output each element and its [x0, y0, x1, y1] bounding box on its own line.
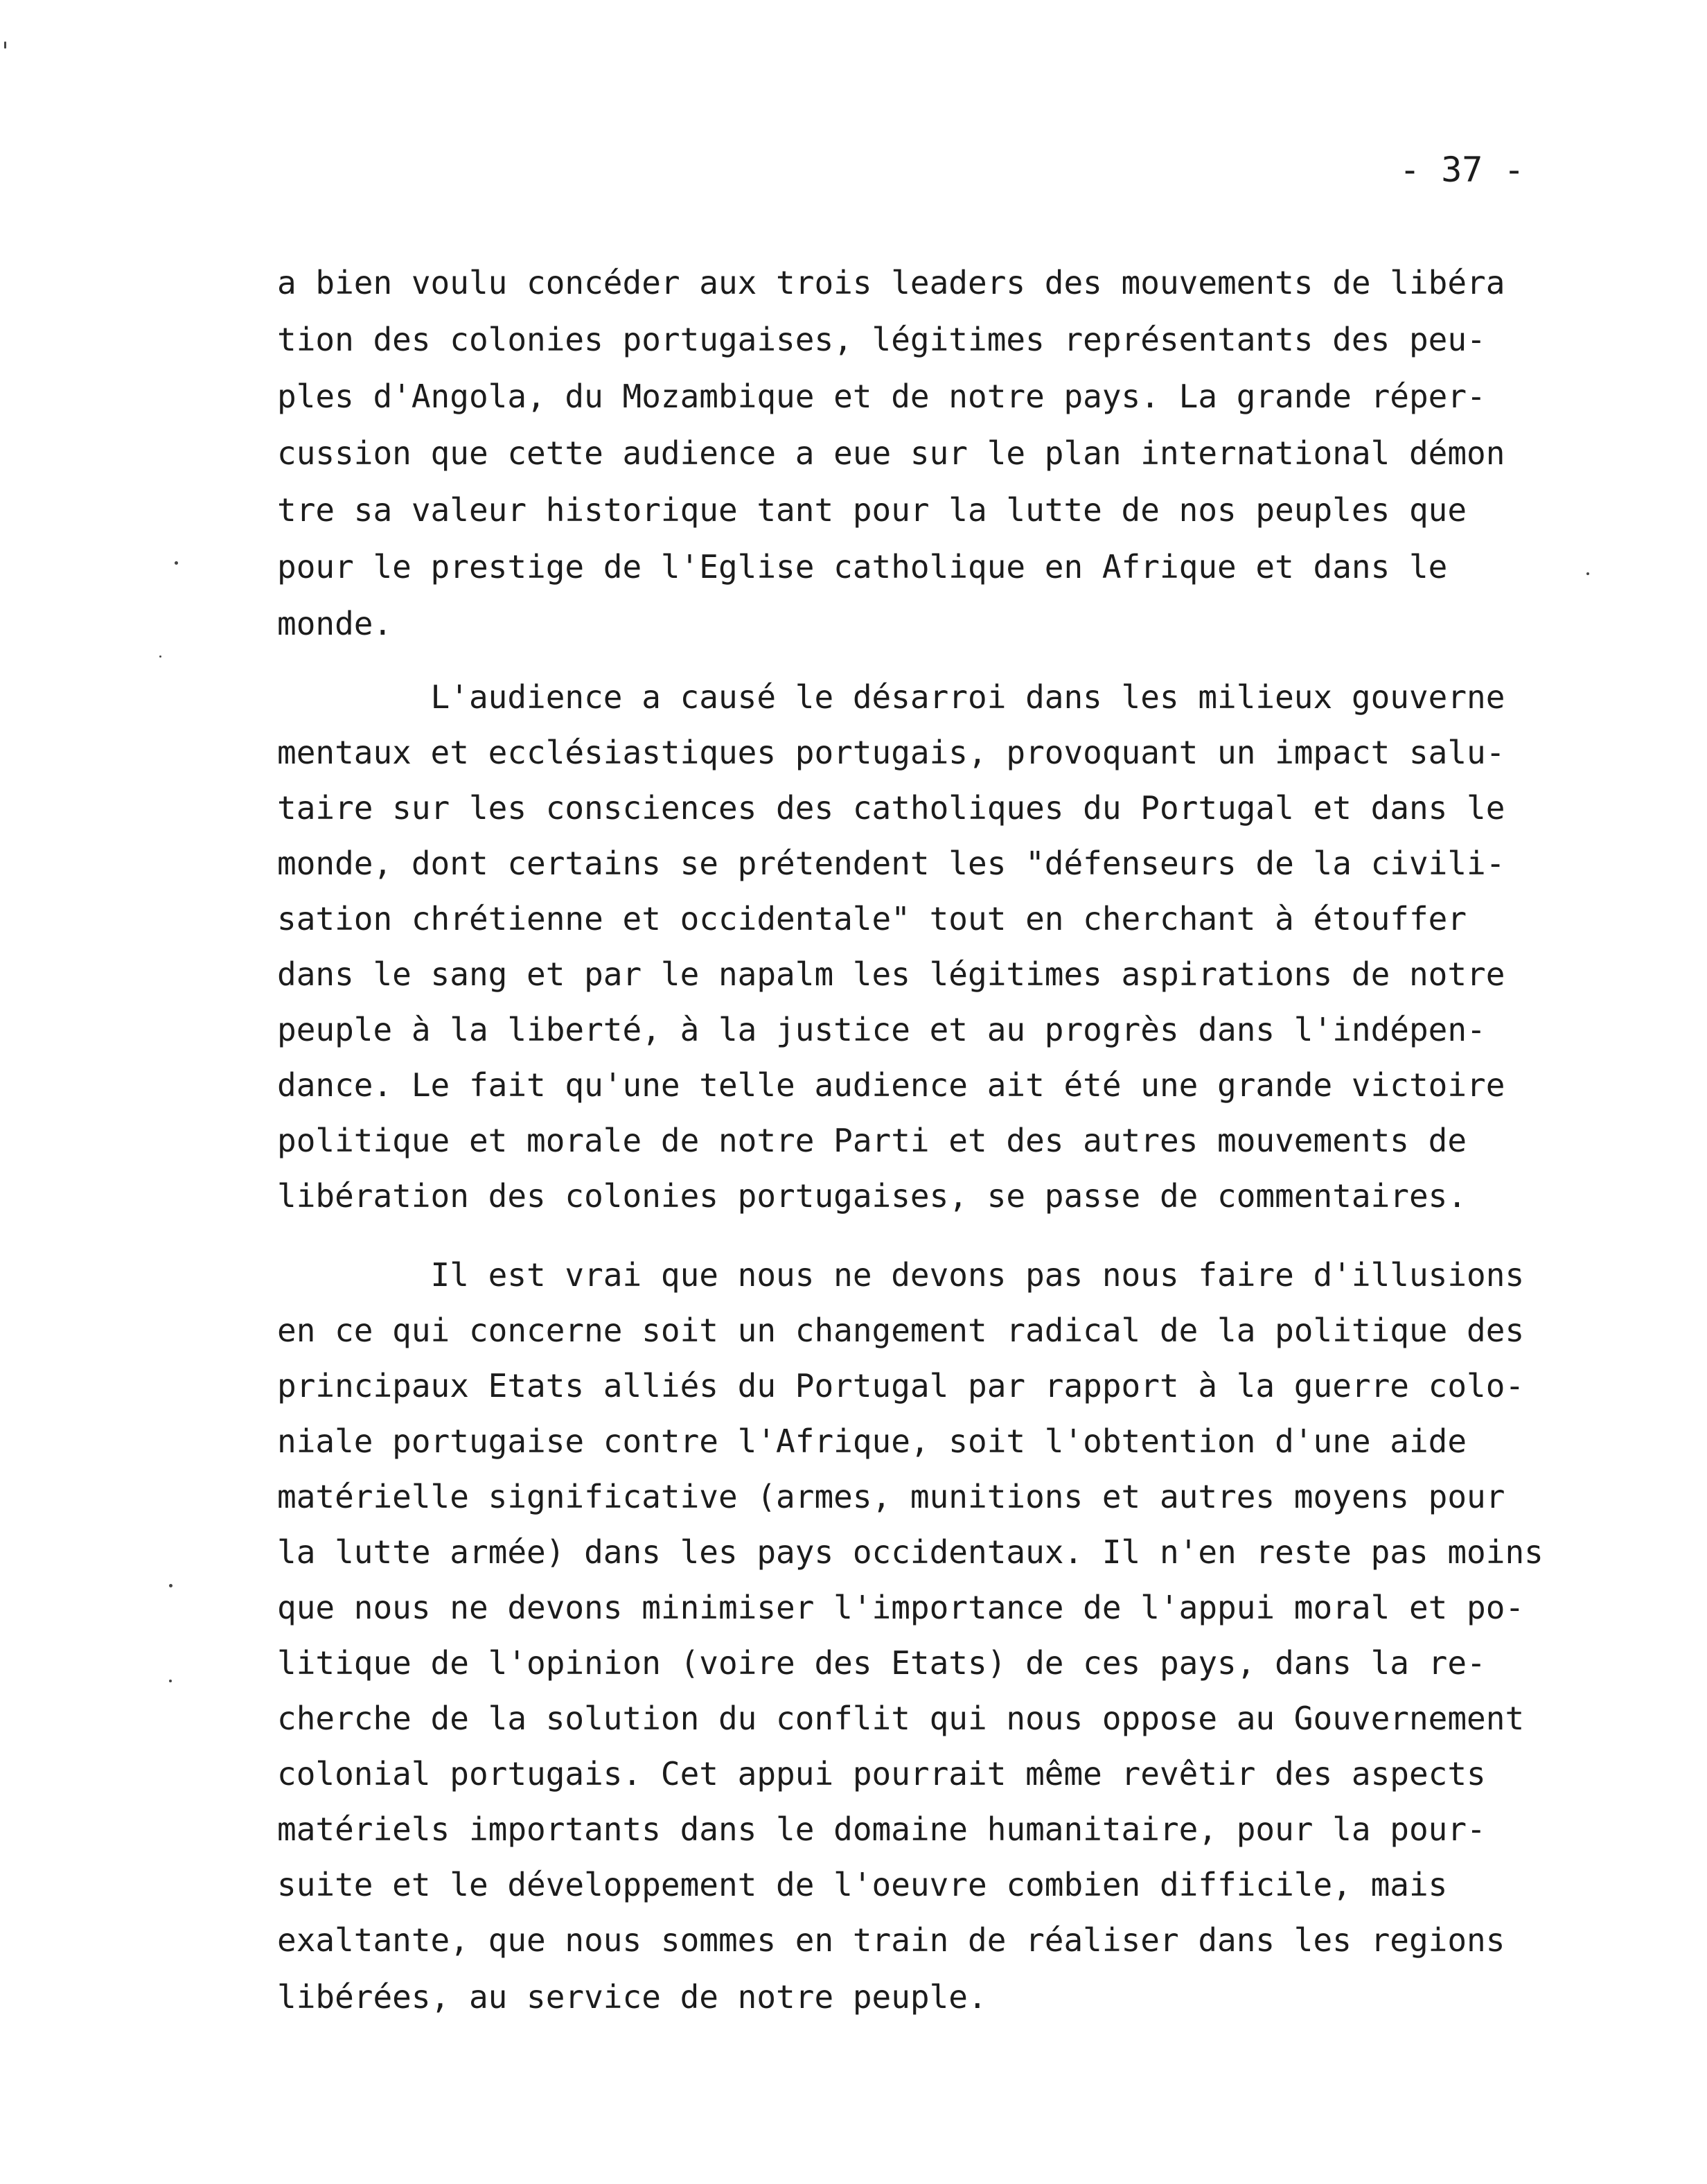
- text-line: libérées, au service de notre peuple.: [277, 1978, 987, 2016]
- text-line: tion des colonies portugaises, légitimes représentants des peu-: [277, 321, 1486, 358]
- text-line: litique de l'opinion (voire des Etats) de ces pays, dans la re-: [277, 1644, 1486, 1682]
- text-line: matériels importants dans le domaine humanitaire, pour la pour-: [277, 1811, 1486, 1848]
- text-line: matérielle significative (armes, munitions et autres moyens pour: [277, 1478, 1505, 1515]
- text-line: en ce qui concerne soit un changement radical de la politique des: [277, 1312, 1525, 1349]
- text-line: dans le sang et par le napalm les légitimes aspirations de notre: [277, 956, 1505, 993]
- text-line: que nous ne devons minimiser l'importance de l'appui moral et po-: [277, 1589, 1525, 1626]
- text-line: sation chrétienne et occidentale" tout en cherchant à étouffer: [277, 900, 1467, 937]
- text-line: peuple à la liberté, à la justice et au progrès dans l'indépen-: [277, 1011, 1486, 1048]
- text-line: cussion que cette audience a eue sur le plan international démon: [277, 434, 1505, 472]
- text-line: tre sa valeur historique tant pour la lutte de nos peuples que: [277, 491, 1467, 529]
- text-line: la lutte armée) dans les pays occidentaux. Il n'en reste pas moins: [277, 1533, 1544, 1571]
- text-line: monde, dont certains se prétendent les "défenseurs de la civili-: [277, 845, 1505, 882]
- text-line: colonial portugais. Cet appui pourrait même revêtir des aspects: [277, 1755, 1486, 1793]
- text-line: libération des colonies portugaises, se passe de commentaires.: [277, 1177, 1467, 1215]
- text-line: suite et le développement de l'oeuvre combien difficile, mais: [277, 1866, 1448, 1903]
- text-line: exaltante, que nous sommes en train de réaliser dans les regions: [277, 1921, 1505, 1959]
- scan-speck: [169, 1584, 173, 1587]
- scan-speck: [1586, 572, 1589, 575]
- text-line: monde.: [277, 605, 393, 642]
- page-number: - 37 -: [1399, 150, 1525, 190]
- text-line: mentaux et ecclésiastiques portugais, provoquant un impact salu-: [277, 734, 1505, 771]
- text-line: a bien voulu concéder aux trois leaders des mouvements de libéra: [277, 264, 1505, 301]
- text-line: pour le prestige de l'Eglise catholique en Afrique et dans le: [277, 548, 1448, 585]
- text-line: taire sur les consciences des catholiques du Portugal et dans le: [277, 789, 1505, 827]
- text-line: niale portugaise contre l'Afrique, soit l'obtention d'une aide: [277, 1423, 1467, 1460]
- scan-speck: [175, 561, 178, 565]
- text-line: L'audience a causé le désarroi dans les milieux gouverne: [277, 678, 1505, 716]
- scan-speck: [169, 1680, 172, 1682]
- scan-speck: [159, 655, 161, 658]
- text-line: dance. Le fait qu'une telle audience ait été une grande victoire: [277, 1066, 1505, 1104]
- text-line: cherche de la solution du conflit qui nous oppose au Gouvernement: [277, 1700, 1525, 1737]
- text-line: ples d'Angola, du Mozambique et de notre pays. La grande réper-: [277, 378, 1486, 415]
- text-line: politique et morale de notre Parti et des autres mouvements de: [277, 1122, 1467, 1159]
- text-line: principaux Etats alliés du Portugal par rapport à la guerre colo-: [277, 1367, 1525, 1404]
- text-line: Il est vrai que nous ne devons pas nous faire d'illusions: [277, 1256, 1525, 1294]
- scan-speck: [4, 42, 6, 49]
